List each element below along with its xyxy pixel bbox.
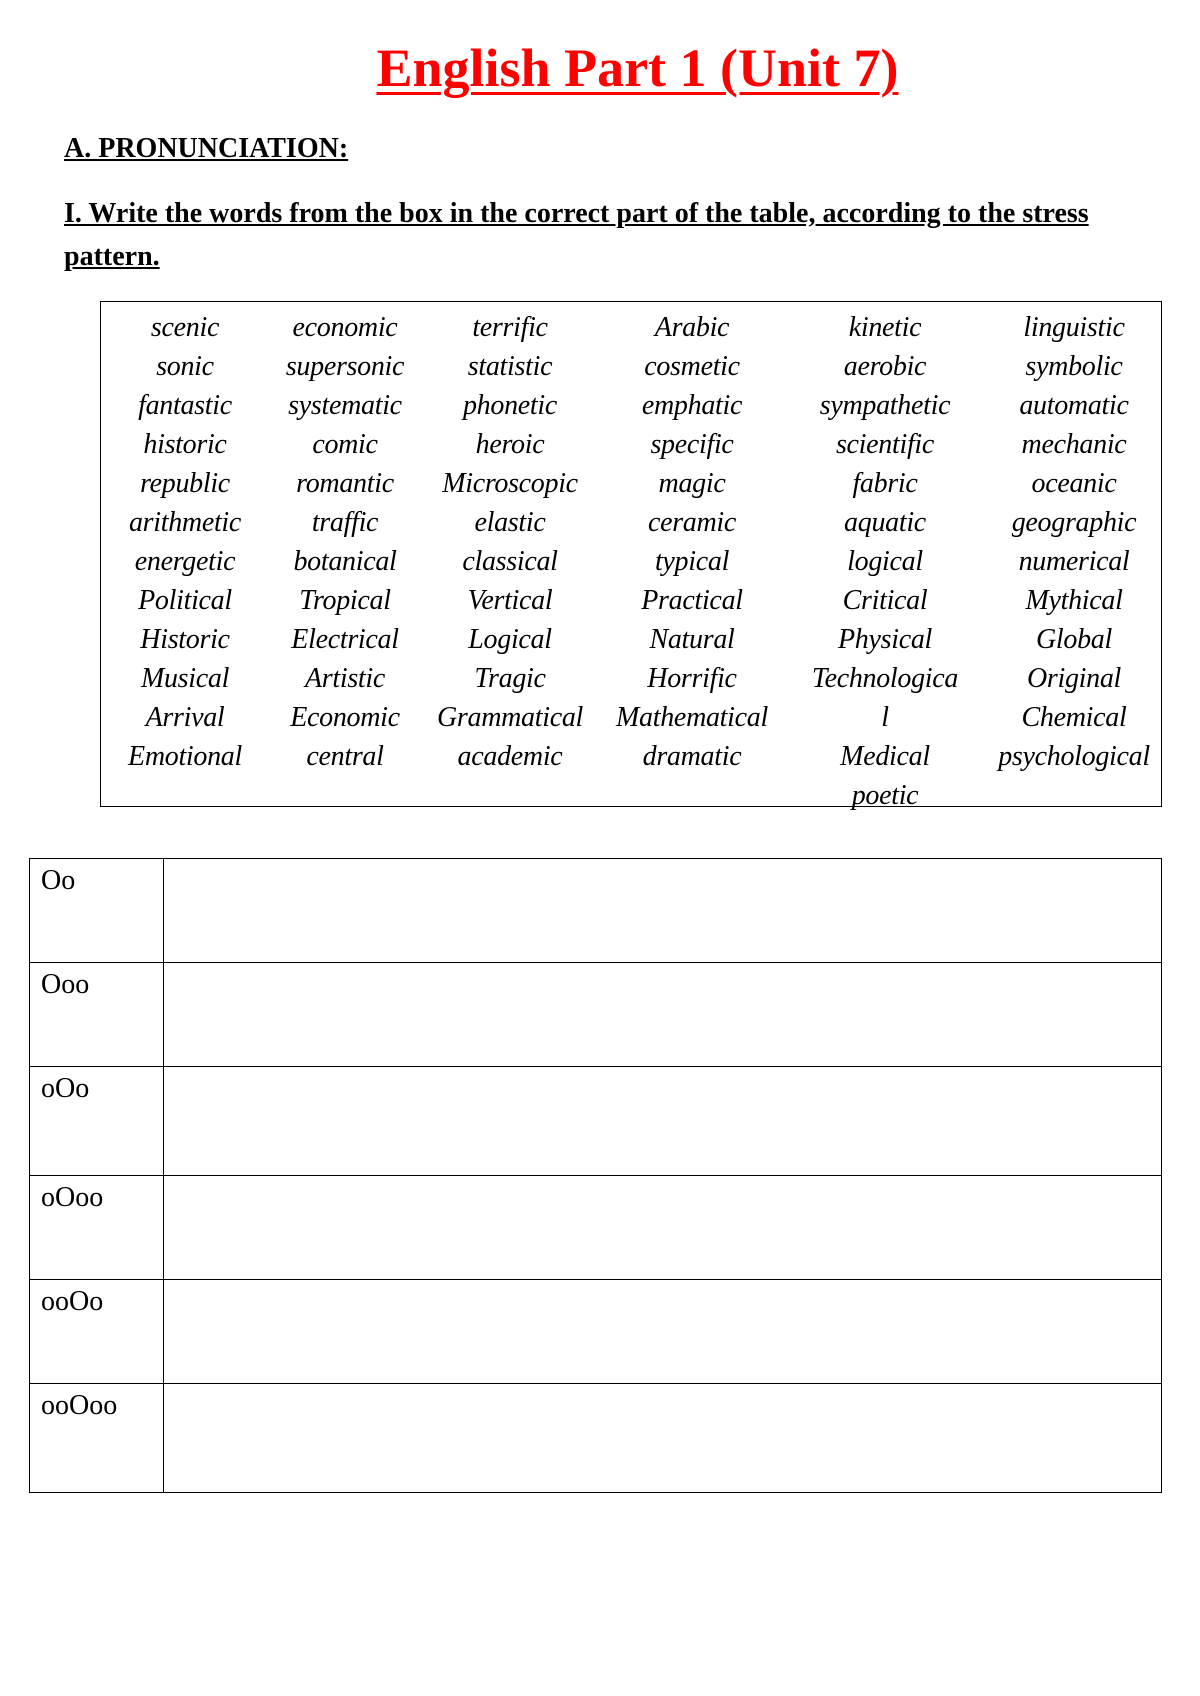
word-item: arithmetic <box>128 507 242 538</box>
word-item: mechanic <box>1021 429 1127 460</box>
word-item: Musical <box>140 663 230 694</box>
table-row <box>30 1176 1162 1280</box>
word-item: Global <box>1036 624 1112 655</box>
word-column <box>101 308 269 776</box>
word-item: Mathematical <box>616 702 768 733</box>
answer-cell[interactable] <box>163 1280 1161 1384</box>
stress-pattern-label: oOo <box>30 1067 164 1176</box>
word-item: academic <box>457 741 563 772</box>
word-item: Tragic <box>474 663 546 694</box>
word-item: emphatic <box>641 390 743 421</box>
word-item: terrific <box>472 312 548 343</box>
word-item: Electrical <box>291 624 399 655</box>
word-item: Practical <box>641 585 743 616</box>
word-item: Emotional <box>128 741 242 772</box>
word-item: typical <box>654 546 730 577</box>
word-item: comic <box>312 429 378 460</box>
table-row <box>30 1280 1162 1384</box>
word-item: Economic <box>290 702 400 733</box>
table-row <box>30 1067 1162 1176</box>
word-item: specific <box>650 429 734 460</box>
word-item: Logical <box>468 624 552 655</box>
word-item: historic <box>143 429 227 460</box>
word-item: fabric <box>852 468 918 499</box>
word-item: symbolic <box>1025 351 1123 382</box>
answer-cell[interactable] <box>163 963 1161 1067</box>
stress-pattern-table <box>29 858 1162 1493</box>
word-item: oceanic <box>1031 468 1117 499</box>
word-column <box>599 308 785 776</box>
stress-pattern-label: Oo <box>30 859 164 963</box>
word-item: Political <box>138 585 232 616</box>
word-item: Original <box>1026 663 1122 694</box>
word-item: sonic <box>156 351 214 382</box>
word-item: Grammatical <box>436 702 584 733</box>
word-item: scientific <box>835 429 935 460</box>
word-item: aerobic <box>843 351 927 382</box>
word-item: Mythical <box>1025 585 1123 616</box>
table-row <box>30 963 1162 1067</box>
word-item: Chemical <box>1021 702 1127 733</box>
word-item: Vertical <box>467 585 553 616</box>
answer-cell[interactable] <box>163 859 1161 963</box>
word-item: energetic <box>134 546 236 577</box>
word-item: Artistic <box>304 663 386 694</box>
word-item: Natural <box>649 624 735 655</box>
word-item: phonetic <box>462 390 557 421</box>
word-item: heroic <box>475 429 545 460</box>
word-item: romantic <box>296 468 394 499</box>
word-box <box>100 301 1162 811</box>
word-item: statistic <box>467 351 553 382</box>
word-item: republic <box>140 468 230 499</box>
word-column <box>269 308 421 776</box>
word-item: classical <box>462 546 558 577</box>
word-item: magic <box>658 468 726 499</box>
word-item: scenic <box>150 312 220 343</box>
word-column <box>785 308 985 815</box>
word-item: Historic <box>140 624 230 655</box>
answer-cell[interactable] <box>163 1067 1161 1176</box>
word-item: cosmetic <box>644 351 740 382</box>
table-row <box>30 1384 1162 1493</box>
stress-pattern-label: ooOo <box>30 1280 164 1384</box>
answer-cell[interactable] <box>163 1176 1161 1280</box>
word-item: poetic <box>851 780 919 811</box>
word-item: geographic <box>1011 507 1137 538</box>
word-item: ceramic <box>647 507 737 538</box>
word-item: numerical <box>1018 546 1130 577</box>
word-item: aquatic <box>844 507 926 538</box>
word-item: dramatic <box>642 741 742 772</box>
word-item: Microscopic <box>442 468 578 499</box>
word-column <box>985 308 1163 776</box>
page-title: English Part 1 (Unit 7) <box>376 38 899 98</box>
stress-pattern-label: oOoo <box>30 1176 164 1280</box>
word-item: botanical <box>293 546 397 577</box>
word-item: Tropical <box>299 585 391 616</box>
word-item: logical <box>847 546 923 577</box>
word-item: Arabic <box>654 312 730 343</box>
word-item: traffic <box>311 507 379 538</box>
word-item: elastic <box>474 507 546 538</box>
word-item: supersonic <box>285 351 405 382</box>
word-item: systematic <box>288 390 402 421</box>
stress-pattern-label: ooOoo <box>30 1384 164 1493</box>
section-heading: A. PRONUNCIATION: <box>64 133 349 164</box>
word-item: Medical <box>840 741 930 772</box>
word-item: fantastic <box>138 390 232 421</box>
word-item: economic <box>292 312 398 343</box>
answer-cell[interactable] <box>163 1384 1161 1493</box>
word-item: automatic <box>1019 390 1129 421</box>
word-item: sympathetic <box>819 390 951 421</box>
exercise-instruction: I. Write the words from the box in the correct part of the table, according to the stress pattern. <box>64 198 1089 272</box>
word-item: psychological <box>998 741 1150 772</box>
word-item: l <box>881 702 889 733</box>
table-row <box>30 859 1162 963</box>
word-item: Physical <box>837 624 932 655</box>
stress-pattern-label: Ooo <box>30 963 164 1067</box>
word-item: Technologica <box>811 663 959 694</box>
word-item: Arrival <box>145 702 225 733</box>
word-item: kinetic <box>848 312 922 343</box>
word-column <box>421 308 599 776</box>
word-item: central <box>306 741 384 772</box>
word-item: linguistic <box>1023 312 1125 343</box>
word-item: Horrific <box>647 663 737 694</box>
word-item: Critical <box>842 585 928 616</box>
